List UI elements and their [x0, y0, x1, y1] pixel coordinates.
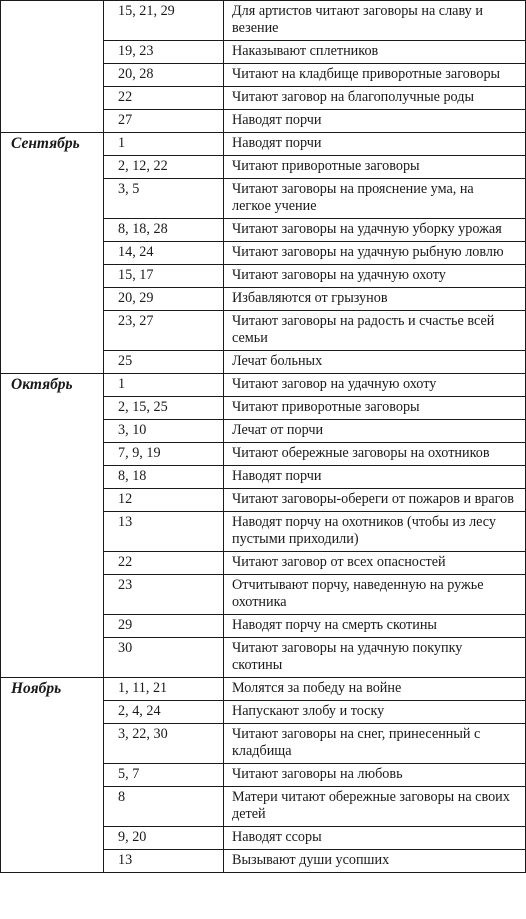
ritual-description: Читают заговор на удачную охоту	[224, 374, 526, 397]
days-cell: 5, 7	[104, 764, 224, 787]
days-cell: 15, 21, 29	[104, 1, 224, 41]
days-cell: 25	[104, 351, 224, 374]
ritual-description: Наводят порчу на охотников (чтобы из лесу пустыми приходили)	[224, 512, 526, 552]
days-cell: 27	[104, 110, 224, 133]
table-row	[1, 133, 526, 156]
ritual-description: Наводят порчу на смерть скотины	[224, 615, 526, 638]
days-cell: 19, 23	[104, 41, 224, 64]
days-cell: 12	[104, 489, 224, 512]
month-label: Сентябрь	[1, 133, 104, 374]
days-cell: 1	[104, 133, 224, 156]
ritual-description: Читают заговоры на радость и счастье всей семьи	[224, 311, 526, 351]
days-cell: 1	[104, 374, 224, 397]
calendar-body	[1, 1, 526, 873]
days-cell: 2, 4, 24	[104, 701, 224, 724]
ritual-description: Напускают злобу и тоску	[224, 701, 526, 724]
ritual-description: Читают обережные заговоры на охотников	[224, 443, 526, 466]
days-cell: 9, 20	[104, 827, 224, 850]
days-cell: 3, 5	[104, 179, 224, 219]
ritual-description: Читают заговоры на прояснение ума, на легкое учение	[224, 179, 526, 219]
ritual-description: Читают заговор от всех опасностей	[224, 552, 526, 575]
days-cell: 8, 18, 28	[104, 219, 224, 242]
days-cell: 8, 18	[104, 466, 224, 489]
ritual-description: Читают заговоры на удачную покупку скотины	[224, 638, 526, 678]
days-cell: 2, 12, 22	[104, 156, 224, 179]
ritual-description: Читают заговоры на удачную охоту	[224, 265, 526, 288]
month-label: Октябрь	[1, 374, 104, 678]
ritual-description: Наводят ссоры	[224, 827, 526, 850]
ritual-description: Наводят порчи	[224, 133, 526, 156]
ritual-description: Читают приворотные заговоры	[224, 156, 526, 179]
days-cell: 20, 29	[104, 288, 224, 311]
days-cell: 15, 17	[104, 265, 224, 288]
ritual-description: Лечат больных	[224, 351, 526, 374]
days-cell: 23	[104, 575, 224, 615]
days-cell: 8	[104, 787, 224, 827]
ritual-description: Читают заговор на благополучные роды	[224, 87, 526, 110]
ritual-description: Избавляются от грызунов	[224, 288, 526, 311]
days-cell: 3, 10	[104, 420, 224, 443]
days-cell: 22	[104, 552, 224, 575]
table-row	[1, 1, 526, 41]
month-label	[1, 1, 104, 133]
days-cell: 7, 9, 19	[104, 443, 224, 466]
days-cell: 22	[104, 87, 224, 110]
ritual-description: Для артистов читают заговоры на славу и везение	[224, 1, 526, 41]
days-cell: 23, 27	[104, 311, 224, 351]
ritual-description: Читают приворотные заговоры	[224, 397, 526, 420]
month-label: Ноябрь	[1, 678, 104, 873]
ritual-description: Молятся за победу на войне	[224, 678, 526, 701]
ritual-description: Читают заговоры на любовь	[224, 764, 526, 787]
days-cell: 13	[104, 850, 224, 873]
days-cell: 30	[104, 638, 224, 678]
ritual-description: Отчитывают порчу, наведенную на ружье охотника	[224, 575, 526, 615]
ritual-description: Наказывают сплетников	[224, 41, 526, 64]
days-cell: 29	[104, 615, 224, 638]
ritual-description: Читают на кладбище приворотные заговоры	[224, 64, 526, 87]
ritual-description: Лечат от порчи	[224, 420, 526, 443]
ritual-description: Матери читают обережные заговоры на своих детей	[224, 787, 526, 827]
ritual-description: Читают заговоры на снег, принесенный с кладбища	[224, 724, 526, 764]
ritual-description: Читают заговоры-обереги от пожаров и врагов	[224, 489, 526, 512]
table-row	[1, 678, 526, 701]
ritual-description: Наводят порчи	[224, 466, 526, 489]
ritual-description: Вызывают души усопших	[224, 850, 526, 873]
days-cell: 3, 22, 30	[104, 724, 224, 764]
days-cell: 20, 28	[104, 64, 224, 87]
ritual-description: Читают заговоры на удачную уборку урожая	[224, 219, 526, 242]
days-cell: 14, 24	[104, 242, 224, 265]
days-cell: 13	[104, 512, 224, 552]
ritual-description: Читают заговоры на удачную рыбную ловлю	[224, 242, 526, 265]
days-cell: 2, 15, 25	[104, 397, 224, 420]
days-cell: 1, 11, 21	[104, 678, 224, 701]
ritual-description: Наводят порчи	[224, 110, 526, 133]
table-row	[1, 374, 526, 397]
